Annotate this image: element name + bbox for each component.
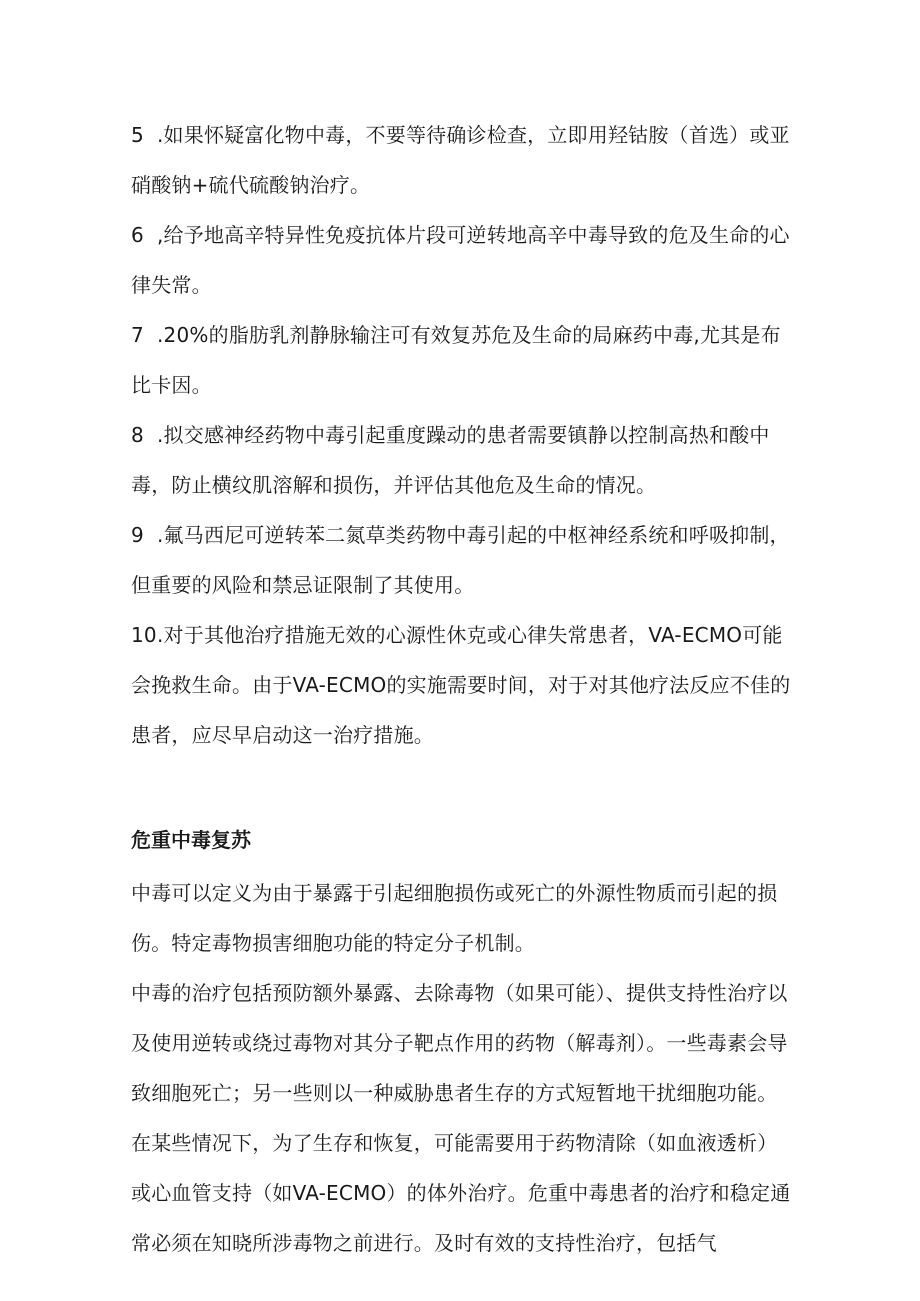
list-item-number: 5 xyxy=(131,123,144,147)
section-heading: 危重中毒复苏 xyxy=(131,828,251,852)
list-item-number: 6 xyxy=(131,223,144,247)
list-item xyxy=(131,210,791,310)
list-item xyxy=(131,610,791,760)
list-item xyxy=(131,510,791,610)
list-item xyxy=(131,110,791,210)
list-item xyxy=(131,410,791,510)
list-item-number: 8 xyxy=(131,423,144,447)
list-item xyxy=(131,310,791,410)
document-page xyxy=(131,110,791,1268)
list-item-text: .氟马西尼可逆转苯二氮草类药物中毒引起的中枢神经系统和呼吸抑制，但重要的风险和禁忌证限制了其使用。 xyxy=(131,523,790,597)
section-paragraph: 中毒的治疗包括预防额外暴露、去除毒物（如果可能）、提供支持性治疗以及使用逆转或绕过毒物对其分子靶点作用的药物（解毒剂）。一些毒素会导致细胞死亡；另一些则以一种威胁患者生存的方式短暂地干扰细胞功能。在某些情况下，为了生存和恢复，可能需要用于药物清除（如血液透析）或心血管支持（如VA-ECMO）的体外治疗。危重中毒患者的治疗和稳定通常必须在知晓所涉毒物之前进行。及时有效的支持性治疗，包括气 xyxy=(131,981,791,1255)
list-item-text: .如果怀疑富化物中毒，不要等待确诊检查，立即用羟钴胺（首选）或亚硝酸钠+硫代硫酸钠治疗。 xyxy=(131,123,790,197)
list-item-number: 9 xyxy=(131,523,144,547)
section-paragraph: 中毒可以定义为由于暴露于引起细胞损伤或死亡的外源性物质而引起的损伤。特定毒物损害细胞功能的特定分子机制。 xyxy=(131,881,778,955)
list-item-text: .20%的脂肪乳剂静脉输注可有效复苏危及生命的局麻药中毒,尤其是布比卡因。 xyxy=(131,323,781,397)
list-item-text: .对于其他治疗措施无效的心源性休克或心律失常患者，VA-ECMO可能会挽救生命。由于VA-ECMO的实施需要时间，对于对其他疗法反应不佳的患者，应尽早启动这一治疗措施。 xyxy=(131,623,791,747)
list-item-number: 7 xyxy=(131,323,144,347)
list-item-text: .拟交感神经药物中毒引起重度躁动的患者需要镇静以控制高热和酸中毒，防止横纹肌溶解和损伤，并评估其他危及生命的情况。 xyxy=(131,423,770,497)
list-item-text: ,给予地高辛特异性免疫抗体片段可逆转地高辛中毒导致的危及生命的心律失常。 xyxy=(131,223,790,297)
list-item-number: 10 xyxy=(131,623,157,647)
